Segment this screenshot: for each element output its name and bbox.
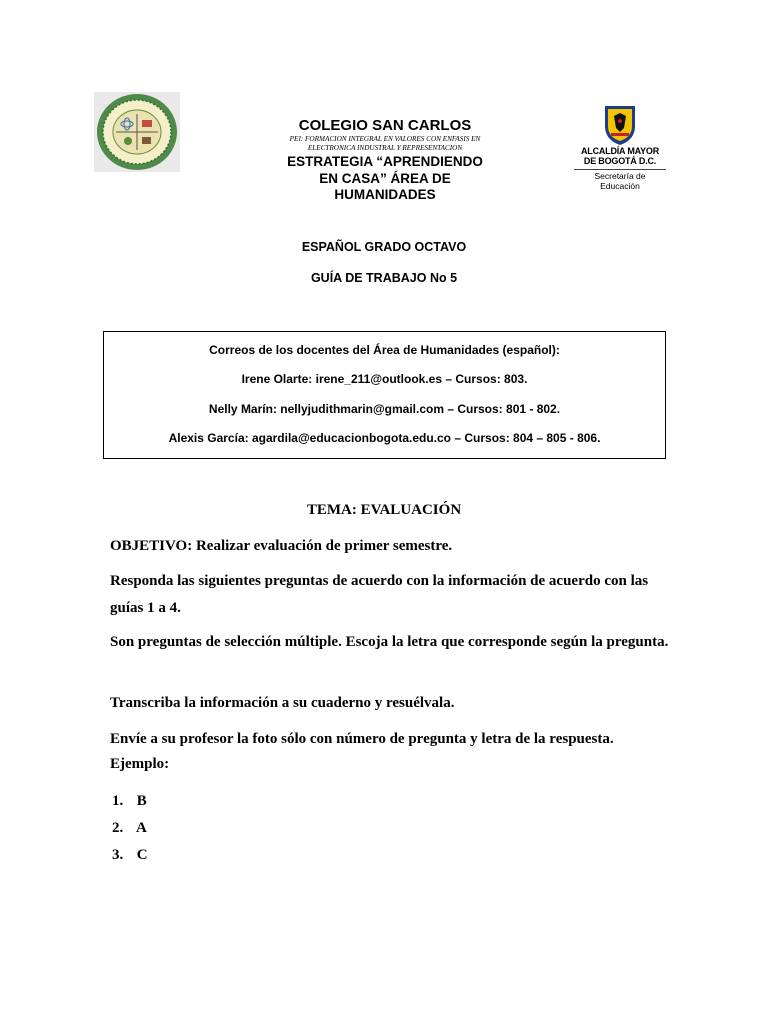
instruction-4: Envíe a su profesor la foto sólo con número de pregunta y letra de la respuesta.	[110, 731, 614, 747]
strategy-title	[260, 154, 510, 204]
school-header	[260, 117, 510, 204]
objective-text: OBJETIVO: Realizar evaluación de primer semestre.	[110, 538, 453, 554]
bogota-shield-icon	[603, 104, 637, 146]
subject-title: ESPAÑOL GRADO OCTAVO	[301, 240, 467, 254]
topic-heading: TEMA: EVALUACIÓN	[306, 502, 462, 518]
answer-letter: A	[135, 820, 147, 836]
strategy-line-3: HUMANIDADES	[334, 187, 436, 202]
example-label: Ejemplo:	[110, 756, 170, 772]
instruction-3: Transcriba la información a su cuaderno y resuélvala.	[110, 695, 455, 711]
answer-letter: C	[136, 847, 148, 863]
answer-number: 1.	[112, 793, 124, 809]
list-item	[112, 788, 148, 815]
gov-name-line-2: DE BOGOTÁ D.C.	[583, 156, 657, 166]
bogota-government-logo	[574, 104, 666, 192]
teacher-contact-nelly: Nelly Marín: nellyjudithmarin@gmail.com – Cursos: 801 - 802.	[208, 402, 561, 416]
pei-motto	[260, 135, 510, 153]
instruction-2: Son preguntas de selección múltiple. Escoja la letra que corresponde según la pregunta.	[110, 634, 669, 650]
answer-number: 2.	[112, 820, 124, 836]
pei-line-2: ELECTRONICA INDUSTRAL Y REPRESENTACION	[307, 144, 463, 152]
pei-line-1: PEI: FORMACION INTEGRAL EN VALORES CON ENFASIS EN	[289, 135, 481, 143]
guide-number: GUÍA DE TRABAJO No 5	[310, 271, 458, 285]
strategy-line-1: ESTRATEGIA “APRENDIENDO	[287, 154, 483, 169]
school-name: COLEGIO SAN CARLOS	[298, 117, 472, 134]
teacher-contacts-box	[103, 331, 666, 459]
example-answers-list	[112, 788, 148, 869]
school-seal-logo	[94, 92, 180, 172]
teacher-contact-alexis: Alexis García: agardila@educacionbogota.edu.co – Cursos: 804 – 805 - 806.	[168, 431, 601, 445]
list-item	[112, 842, 148, 869]
teacher-contact-irene: Irene Olarte: irene_211@outlook.es – Cursos: 803.	[241, 372, 528, 386]
contacts-title: Correos de los docentes del Área de Humanidades (español):	[209, 343, 560, 357]
answer-number: 3.	[112, 847, 124, 863]
instruction-1: Responda las siguientes preguntas de acuerdo con la información de acuerdo con las guías 1 a 4.	[110, 573, 649, 616]
list-item	[112, 815, 148, 842]
gov-name-line-1: ALCALDÍA MAYOR	[580, 146, 660, 156]
strategy-line-2: EN CASA” ÁREA DE	[319, 170, 451, 186]
answer-letter: B	[136, 793, 147, 809]
gov-subtitle: Secretaría de Educación	[574, 169, 666, 191]
